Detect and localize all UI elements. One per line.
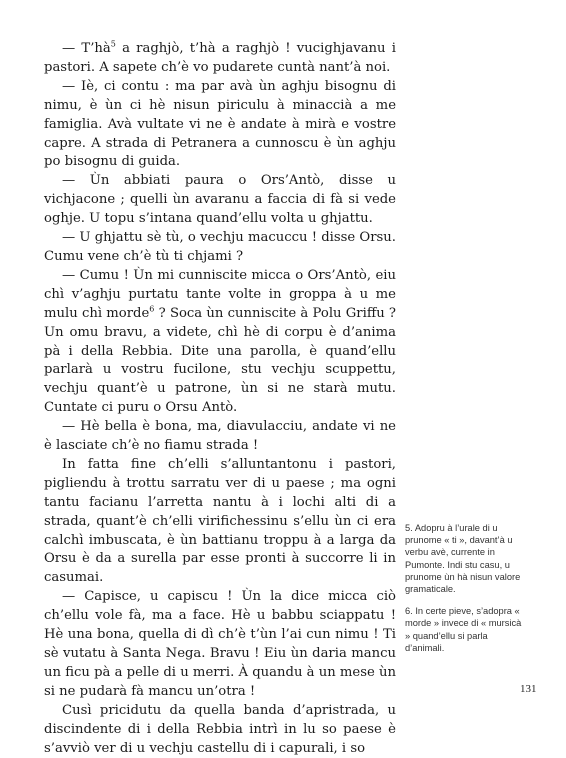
text-run: — Iè, ci contu : ma par avà ùn aghju bisognu di nimu, è ùn ci hè nisun piriculu à minaccià a me famiglia. Avà vultate vi ne è andate à mirà e vostre capre. A strada di Petranera a cunnoscu è ùn aghju po bisognu di guida.	[44, 78, 396, 170]
footnote-5: 5. Adopru à l’urale di u prunome « ti », davant’à u verbu avè, currente in Pumonte. Indi stu casu, u prunome ùn hà nisun valore gramaticale.	[405, 523, 521, 595]
text-run: ? Soca ùn cunniscite à Polu Griffu ? Un omu bravu, a videte, chì hè di corpu è d’anima pà i della Rebbia. Dite una parolla, è quand’ellu parlarà u vostru fucilone, stu vechju scuppettu, vechju quant’è u patrone, ùn si ne starà mutu. Cuntate ci puru o Orsu Antò.	[44, 305, 397, 416]
paragraph	[44, 456, 396, 588]
text-run: — Capisce, u capiscu ! Ùn la dice micca ciò ch’ellu vole fà, ma a face. Hè u babbu sciappatu ! Hè una bona, quella di dì ch’è t’ùn l’ai cun nimu ! Ti sè vutatu à Santa Nega. Bravu ! Eiu ùn daria mancu un ficu pà a pelle di u merri. À quandu à un mese ùn si ne pudarà fà mancu un’otra !	[44, 589, 396, 699]
footnotes-column	[405, 522, 523, 664]
footnote-ref-6: 6	[149, 304, 155, 314]
main-text-column	[44, 40, 396, 758]
paragraph	[44, 588, 396, 701]
paragraph	[44, 702, 396, 758]
paragraph	[44, 40, 396, 78]
paragraph	[44, 418, 396, 456]
text-run: — Ùn abbiati paura o Ors’Antò, disse u vichjacone ; quelli ùn avaranu a faccia di fà si vede oghje. U topu s’intana quand’ellu volta u ghjattu.	[44, 173, 396, 227]
text-run: — T’hà	[62, 41, 111, 56]
page-number: 131	[520, 683, 537, 695]
paragraph	[44, 172, 396, 229]
footnote-ref-5: 5	[110, 39, 116, 49]
text-run: In fatta fine ch’elli s’alluntantonu i pastori, pigliendu à trottu sarratu ver di u paese ; ma ogni tantu facianu l’arretta nantu à i lochi alti di a strada, quant’è ch’elli virifichessinu s’ellu ùn ci era calchì imbuscata, è ùn battianu troppu à a larga da Orsu è da a surella par esse pronti à succorre li in casumai.	[44, 456, 396, 586]
text-run: Cusì pricidutu da quella banda d’apristrada, u discindente di i della Rebbia intrì in lu so paese è s’avviò ver di u vechju castellu di i capurali, i so	[44, 702, 396, 756]
paragraph	[44, 78, 396, 173]
text-run: — Cumu ! Ùn mi cunniscite micca o Ors’Antò, eiu chì v’aghju purtatu tante volte in groppa à u me mulu chì morde	[44, 267, 396, 321]
text-run: — U ghjattu sè tù, o vechju macuccu ! disse Orsu. Cumu vene ch’è tù ti chjami ?	[44, 230, 396, 264]
paragraph	[44, 267, 396, 418]
text-run: — Hè bella è bona, ma, diavulacciu, andate vi ne è lasciate ch’è no fiamu strada !	[44, 419, 396, 454]
paragraph	[44, 229, 396, 267]
text-run: a raghjò, t’hà a raghjò ! vucighjavanu i pastori. A sapete ch’è vo pudarete cuntà nant’à noi.	[44, 41, 396, 75]
footnote-6: 6. In certe pieve, s’adopra « morde » invece di « mursicà » quand’ellu si parla d’animali.	[405, 606, 522, 653]
